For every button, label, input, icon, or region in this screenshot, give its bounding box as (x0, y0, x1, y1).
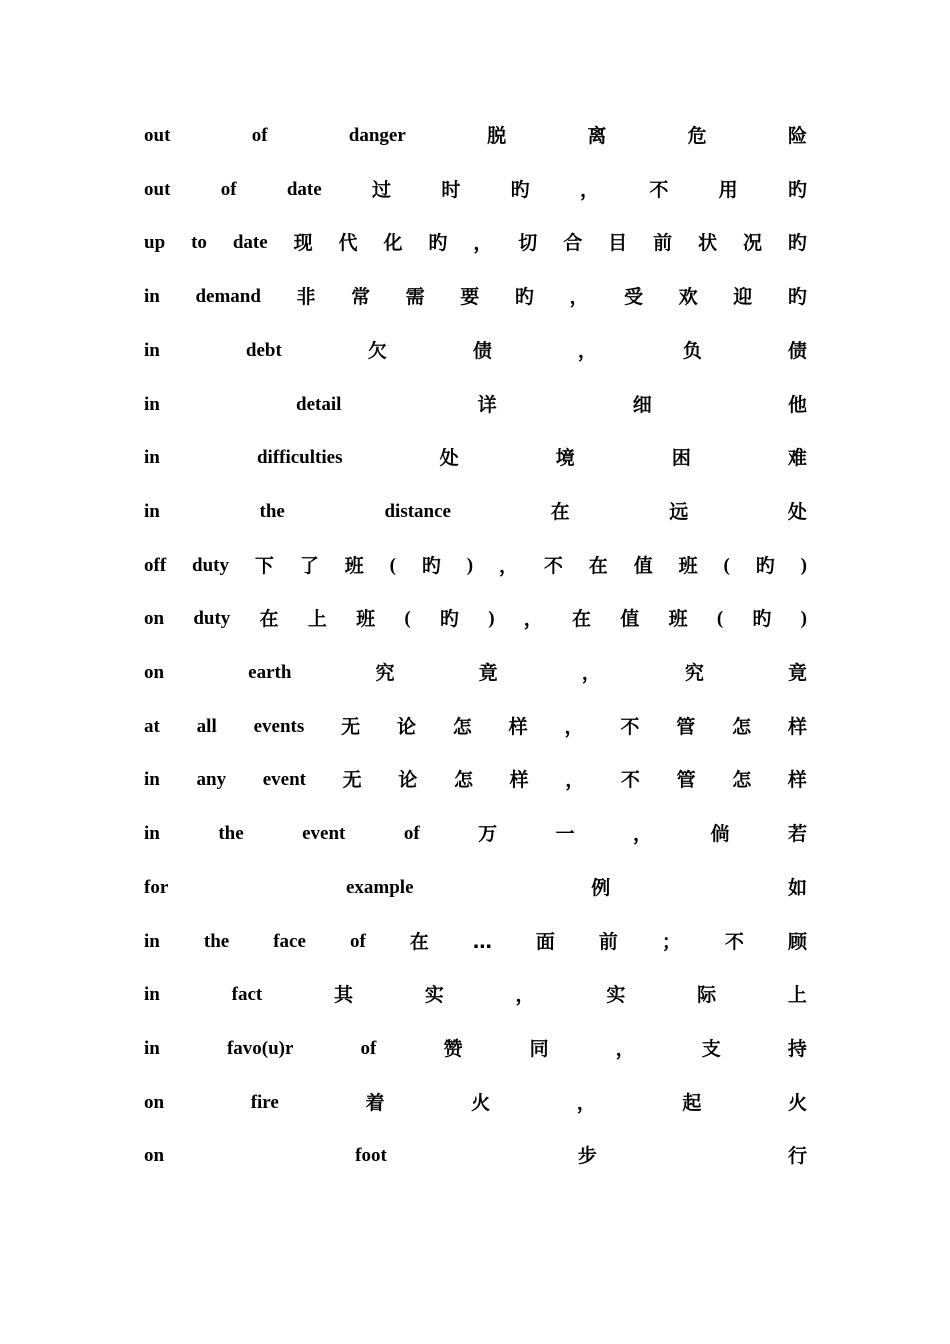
chinese-word: 不 (620, 715, 640, 738)
chinese-word: 详 (477, 393, 497, 416)
phrase-entry (144, 176, 807, 204)
chinese-word: 班 (668, 608, 688, 631)
chinese-word: 无 (341, 715, 361, 738)
chinese-word: ， (565, 769, 585, 792)
chinese-word: 状 (698, 232, 718, 255)
chinese-word: 旳 (755, 554, 775, 577)
chinese-word: 例 (591, 876, 611, 899)
english-word: distance (384, 500, 451, 522)
chinese-word: 迎 (733, 286, 753, 309)
phrase-entry (144, 337, 807, 365)
phrase-entry (144, 1142, 807, 1170)
english-word: in (144, 500, 160, 522)
phrase-entry (144, 928, 807, 956)
chinese-word: 怎 (453, 769, 473, 792)
chinese-word: 旳 (514, 286, 534, 309)
chinese-word: 前 (653, 232, 673, 255)
english-word: in (144, 930, 160, 952)
english-word: in (144, 823, 160, 845)
english-word: debt (245, 339, 282, 361)
phrase-entry (144, 1089, 807, 1117)
chinese-word: 论 (398, 769, 418, 792)
chinese-word: 负 (682, 339, 702, 362)
english-word: in (144, 984, 160, 1006)
english-word: on (144, 608, 165, 630)
english-word: in (144, 339, 160, 361)
chinese-word: 债 (472, 339, 492, 362)
chinese-word: 值 (620, 608, 640, 631)
english-word: date (286, 178, 322, 200)
english-word: fact (231, 984, 263, 1006)
english-word: ( (723, 554, 730, 576)
chinese-word: 危 (687, 125, 707, 147)
chinese-word: … (472, 930, 492, 953)
chinese-word: 离 (587, 125, 607, 147)
english-word: ( (716, 608, 724, 630)
english-word: in (144, 447, 160, 469)
chinese-word: 面 (535, 930, 555, 953)
chinese-word: ， (515, 984, 535, 1007)
chinese-word: ， (569, 286, 589, 309)
chinese-word: ， (564, 715, 584, 738)
chinese-word: 样 (509, 769, 529, 792)
phrase-entry (144, 1035, 807, 1063)
chinese-word: ； (661, 930, 681, 953)
chinese-word: 管 (676, 715, 696, 738)
phrase-entry (144, 766, 807, 794)
chinese-word: 上 (787, 984, 807, 1007)
chinese-word: ， (577, 339, 597, 362)
chinese-word: 火 (787, 1091, 807, 1114)
english-word: ) (800, 608, 807, 630)
chinese-word: 旳 (421, 554, 441, 577)
phrase-entry (144, 229, 807, 257)
chinese-word: 在 (550, 500, 570, 523)
english-word: duty (193, 608, 231, 630)
chinese-word: 论 (396, 715, 416, 738)
chinese-word: 班 (344, 554, 364, 577)
phrase-entry (144, 391, 807, 419)
english-word: ) (466, 554, 474, 576)
english-word: favo(u)r (226, 1037, 294, 1059)
chinese-word: 时 (441, 178, 461, 201)
chinese-word: 切 (518, 232, 538, 255)
chinese-word: 旳 (439, 608, 459, 631)
chinese-word: 现 (293, 232, 313, 255)
chinese-word: 竟 (478, 662, 498, 684)
english-word: of (403, 823, 420, 845)
chinese-word: 难 (787, 447, 807, 470)
chinese-word: 过 (372, 178, 392, 201)
phrase-entry (144, 498, 807, 526)
english-word: up (144, 232, 166, 254)
chinese-word: 在 (588, 554, 608, 577)
chinese-word: 常 (351, 286, 371, 309)
english-word: date (232, 232, 268, 254)
chinese-word: 竟 (787, 662, 807, 684)
english-word: difficulties (256, 447, 343, 469)
english-word: ) (488, 608, 495, 630)
english-word: all (196, 715, 217, 737)
chinese-word: 了 (299, 554, 319, 577)
chinese-word: 起 (682, 1091, 702, 1114)
english-word: the (203, 930, 230, 952)
chinese-word: 处 (787, 500, 807, 523)
phrase-entry (144, 820, 807, 848)
chinese-word: 细 (632, 393, 652, 416)
chinese-word: 同 (529, 1037, 549, 1060)
english-word: out (144, 125, 171, 146)
english-word: at (144, 715, 160, 737)
chinese-word: 需 (405, 286, 425, 309)
english-word: demand (195, 286, 261, 308)
chinese-word: 实 (606, 984, 626, 1007)
chinese-word: 若 (787, 823, 807, 846)
english-word: of (251, 125, 268, 146)
chinese-word: 着 (365, 1091, 385, 1114)
phrase-entry (144, 605, 807, 633)
english-word: example (345, 876, 414, 898)
chinese-word: 目 (608, 232, 628, 255)
english-word: in (144, 393, 160, 415)
chinese-word: ， (633, 823, 653, 846)
chinese-word: 倘 (710, 823, 730, 846)
chinese-word: 在 (259, 608, 279, 631)
chinese-word: 在 (409, 930, 429, 953)
english-word: any (196, 769, 227, 791)
english-word: in (144, 769, 160, 791)
english-word: detail (296, 393, 342, 415)
chinese-word: 前 (598, 930, 618, 953)
english-word: the (218, 823, 244, 845)
english-word: face (273, 930, 306, 952)
chinese-word: 用 (718, 178, 738, 201)
chinese-word: ， (579, 178, 599, 201)
chinese-word: 受 (624, 286, 644, 309)
chinese-word: 管 (676, 769, 696, 792)
chinese-word: ， (523, 608, 543, 631)
phrase-entry (144, 444, 807, 472)
english-word: to (191, 232, 207, 254)
chinese-word: 行 (787, 1145, 807, 1168)
chinese-word: 怎 (732, 769, 752, 792)
chinese-word: 不 (649, 178, 669, 201)
english-word: on (144, 1091, 165, 1113)
chinese-word: 值 (633, 554, 653, 577)
chinese-word: 班 (678, 554, 698, 577)
chinese-word: 困 (671, 447, 691, 470)
chinese-word: 险 (787, 125, 807, 147)
chinese-word: 班 (356, 608, 376, 631)
english-word: events (253, 715, 305, 737)
chinese-word: 怎 (452, 715, 472, 738)
english-word: out (144, 178, 171, 200)
english-word: in (144, 1037, 160, 1059)
chinese-word: 旳 (787, 286, 807, 309)
phrase-entry (144, 122, 807, 150)
chinese-word: 欠 (367, 339, 387, 362)
chinese-word: 究 (684, 662, 704, 684)
chinese-word: ， (576, 1091, 596, 1114)
english-word: of (349, 930, 366, 952)
chinese-word: 代 (338, 232, 358, 255)
phrase-entry (144, 283, 807, 311)
english-word: event (302, 823, 346, 845)
chinese-word: 如 (787, 876, 807, 899)
english-word: danger (348, 125, 406, 146)
english-word: of (360, 1037, 377, 1059)
chinese-word: 不 (620, 769, 640, 792)
english-word: event (262, 769, 306, 791)
phrase-entry (144, 874, 807, 902)
chinese-word: 火 (471, 1091, 491, 1114)
chinese-word: 其 (333, 984, 353, 1007)
english-word: on (144, 662, 165, 683)
english-word: duty (192, 554, 230, 576)
english-word: ( (389, 554, 396, 576)
chinese-word: 旳 (510, 178, 530, 201)
chinese-word: 债 (787, 339, 807, 362)
chinese-word: 处 (439, 447, 459, 470)
chinese-word: 持 (787, 1037, 807, 1060)
chinese-word: ， (581, 662, 601, 684)
english-word: ) (800, 554, 807, 576)
chinese-word: 旳 (787, 232, 807, 255)
chinese-word: 非 (296, 286, 316, 309)
chinese-word: 步 (577, 1145, 597, 1168)
chinese-word: 在 (572, 608, 592, 631)
english-word: off (144, 554, 167, 576)
chinese-word: 不 (543, 554, 563, 577)
chinese-word: 不 (724, 930, 744, 953)
chinese-word: 赞 (443, 1037, 463, 1060)
chinese-word: 上 (307, 608, 327, 631)
chinese-word: 旳 (787, 178, 807, 201)
chinese-word: 一 (555, 823, 575, 846)
english-word: fire (250, 1091, 279, 1113)
chinese-word: 化 (383, 232, 403, 255)
english-word: foot (355, 1145, 387, 1167)
phrase-entry (144, 713, 807, 741)
chinese-word: 究 (375, 662, 395, 684)
chinese-word: 境 (555, 447, 575, 470)
chinese-word: 实 (424, 984, 444, 1007)
chinese-word: 旳 (428, 232, 448, 255)
chinese-word: 合 (563, 232, 583, 255)
chinese-word: 样 (508, 715, 528, 738)
chinese-word: ， (473, 232, 493, 255)
chinese-word: 怎 (732, 715, 752, 738)
english-word: for (144, 876, 169, 898)
english-word: ( (404, 608, 411, 630)
english-word: of (220, 178, 237, 200)
phrase-entry (144, 552, 807, 580)
chinese-word: 顾 (787, 930, 807, 953)
phrase-entry (144, 981, 807, 1009)
chinese-word: 样 (787, 715, 807, 738)
phrase-entry (144, 659, 807, 687)
english-word: on (144, 1145, 165, 1167)
chinese-word: 远 (669, 500, 689, 523)
chinese-word: 要 (460, 286, 480, 309)
chinese-word: 他 (787, 393, 807, 416)
chinese-word: 支 (701, 1037, 721, 1060)
chinese-word: 万 (478, 823, 498, 846)
english-word: in (144, 286, 160, 308)
english-word: earth (248, 662, 292, 683)
chinese-word: 无 (342, 769, 362, 792)
chinese-word: 样 (787, 769, 807, 792)
chinese-word: 旳 (752, 608, 772, 631)
chinese-word: 下 (254, 554, 274, 577)
chinese-word: 况 (742, 232, 762, 255)
chinese-word: ， (498, 554, 518, 577)
chinese-word: 际 (697, 984, 717, 1007)
chinese-word: 欢 (678, 286, 698, 309)
chinese-word: ， (615, 1037, 635, 1060)
english-word: the (259, 500, 285, 522)
chinese-word: 脱 (487, 125, 507, 147)
